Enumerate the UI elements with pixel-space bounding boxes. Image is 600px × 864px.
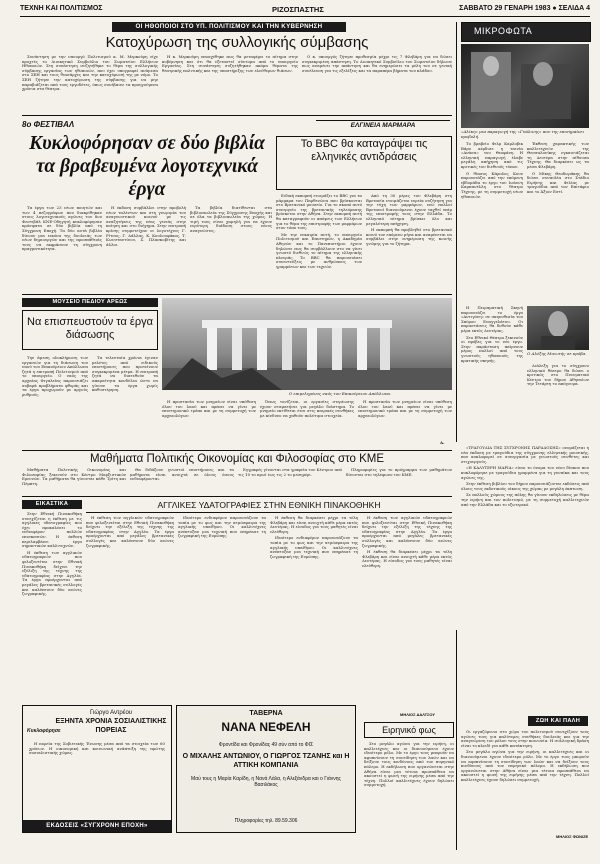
festival-paragraph-b: Η έκδοση συμβάλλει στην προβολή νέων ταλέντων και στη γνωριμία του αναγνωστικού κοινού με τις αναζητήσεις της νέας γενιάς στην ποίηση και στο διήγημα. Στην επιτροπή κρίσης συμμετείχαν οι λογοτέχνες Γ. Ρίτσος, Γ. Δάλλας, Κ. Κουλουφάκος, Τ. Κωνσταντίνου, Σ. Πλασκοβίτης και άλλοι.: [106, 206, 186, 247]
taverna-label: ΤΑΒΕΡΝΑ: [249, 710, 283, 717]
actors-text-a: [22, 55, 158, 112]
actors-paragraph-a: Συνάντηση με την υπουργό Πολιτισμού κ. Μ. Μερκούρη είχε προχτές το Διοικητικό Συμβούλιο του Σωματείου Ελλήνων Ηθοποιών. Στη συνάντηση συζητήθηκε το θέμα της συλλογικής σύμβασης εργασίας των ηθοποιών, που έχει υπογραφεί ανάμεσα στο ΣΕΗ και τους θιασάρχες και την κατοχύρωσή της με νόμο. Το ΣΕΗ ζήτησε την κατοχύρωση της σύμβασης για να μην παραβιάζεται από τους εργοδότες, όπως συνέβαινε τα προηγούμενα χρόνια στα θέατρα.: [22, 55, 158, 92]
book-ad-title: ΕΞΗΝΤΑ ΧΡΟΝΙΑ ΣΟΣΙΑΛΙΣΤΙΚΗΣ ΠΟΡΕΙΑΣ: [55, 718, 167, 734]
kme-text-d: [346, 468, 452, 494]
gallery-text-c: [270, 516, 358, 686]
actors-paragraph-c: Ο κ. υπουργός ζήτησε προθεσμία μέχρι τις 7 Φλεβάρη για να δώσει συγκεκριμένη απάντηση. Το Διοικητικό Συμβούλιο του Σωματείου δήλωσε πως αναμένει την απάντηση και θα ενημερώσει τα μέλη του σε γενική συνέλευση για τις εξελίξεις και τα παραπέρα βήματα του κλάδου.: [302, 55, 452, 73]
museum-paragraph-b: Τα τελευταία χρόνια έγιναν μελέτες από ειδικούς επιστήμονες που προτείνουν συγκεκριμένα μέτρα. Η επιτροπή ζητά να διατεθούν τα απαραίτητα κονδύλια ώστε να γίνουν τα έργα χωρίς καθυστέρηση.: [92, 356, 158, 393]
etc-text: [22, 512, 82, 702]
actors-text-b: [162, 55, 298, 112]
brochure-item: «Η ΚΑΛΥΤΕΡΗ ΜΑΡΙΑ» είναι το όνομα του νέου δίσκου που κυκλοφόρησε με τραγούδια γραμμένα για τη γυναίκα και τους αγώνες της.: [461, 465, 589, 480]
museum-paragraph-d: Όπως τονίζεται, οι εργασίες στερέωσης έχουν σταματήσει για μεγάλο διάστημα. Το μνημείο εκτίθεται έτσι στις καιρικές συνθήκες με κίνδυνο να χαθούν πολύτιμα στοιχεία.: [260, 400, 354, 418]
kme-paragraph-d: Πληροφορίες για το πρόγραμμα των μαθημάτων δίνονται στο τηλέφωνο του ΚΜΕ.: [346, 468, 452, 477]
museum-text-b: [92, 356, 158, 446]
marbles-paragraph-b: Με την ευκαιρία αυτή, το υπουργείο Πολιτισμού και Επιστημών, η Ακαδημία Αθηνών και το Πανεπιστήμιο έχουν δηλώσει πως θα συμβάλλουν στο να γίνει γνωστό διεθνώς το αίτημα της ελληνικής πλευράς. Το BBC θα παρουσιάσει συνεντεύξεις με ανθρώπους των γραμμάτων και των τεχνών.: [276, 231, 362, 269]
gallery-text-d: [362, 516, 452, 706]
news-item: Ο θίασος Κάρολος Κουν παρουσιάζει από την επόμενη εβδομάδα το έργο του Ιωάννη Καμπανέλλη στο θέατρο Τέχνης, με τη συμμετοχή νέων ηθοποιών.: [461, 170, 523, 199]
kme-headline: Μαθήματα Πολιτικής Οικονομίας και Φιλοσοφίας στο ΚΜΕ: [89, 453, 385, 465]
peace-text: [364, 742, 454, 836]
zoi-banner: ΖΩΗ ΚΑΙ ΠΑΛΗ: [528, 716, 588, 726]
column-divider: [456, 630, 457, 850]
zoi-paragraph-2: Στο μεγάλο αγώνα για την ειρήνη, οι καλλιτέχνες και οι διανοούμενοι έχουν ιδιαίτερο ρόλο. Με το έργο τους μπορούν να αφυπνίσουν τη συνείδηση των λαών και να δείξουν τους κινδύνους από τον πυρηνικό πόλεμο. Η εκδήλωση που οργανώνεται στην Αθήνα είναι μια τέτοια προσπάθεια να ακουστεί η φωνή της ειρήνης μέσα από την τέχνη. Πολλοί καλλιτέχνες έχουν δηλώσει συμμετοχή.: [461, 749, 589, 782]
kme-text-b: [130, 468, 234, 494]
film-still-photo: [461, 44, 589, 128]
news-item: Το βραβείο Φιλμ Καρλοβικ Βάρυ κέρδισε η ταινία «Ανάσα» του Θεοφάνη. Η ελληνική παραγωγή έλαβε μεγάλη απήχηση από τις κριτικές του διεθνούς τύπου.: [461, 142, 523, 169]
temple-image: [162, 298, 452, 390]
book-ad-text: [29, 742, 165, 812]
museum-signature: Α.: [440, 440, 445, 445]
book-ad-publisher: ΕΚΔΟΣΕΙΣ «ΣΥΓΧΡΟΝΗ ΕΠΟΧΗ»: [23, 820, 171, 832]
festival-text-c: [190, 206, 272, 288]
news-item: Έκθεση χαρακτικής των καλλιτεχνών της Θεσσαλονίκης εγκαινιάζεται τη Δευτέρα στην αίθουσα Τέχνης. Θα διαρκέσει ως τα μέσα Φλεβάρη.: [527, 142, 589, 169]
portrait-image: [527, 306, 589, 350]
book-ad-author: Γιώργο Αντρέου: [89, 710, 133, 716]
book-ad-label: Κυκλοφόρησε: [27, 728, 61, 734]
marbles-paragraph-c: Από τη 30 μέρες του Φλεβάρη στη Βρετανία ετοιμάζεται ευρεία συζήτηση για την τύχη των μαρμάρων, ενώ πολλοί Βρετανοί διανοούμενοι έχουν ταχθεί υπέρ της επιστροφής τους στην Ελλάδα. Το ελληνικό αίτημα βρίσκει όλο και μεγαλύτερη απήχηση.: [366, 194, 452, 226]
news-item: Ο Μίκης Θεοδωράκης θα δώσει συναυλία στο Στάδιο Ειρήνης και Φιλίας με τραγούδια από τον Επιτάφιο και το Άξιον Εστί.: [527, 170, 589, 194]
etc-paragraph: Στην Εθνική Πινακοθήκη συνεχίζεται η έκθεση με τις αγγλικές υδατογραφίες που έχει προκαλέσει το ενδιαφέρον πολλών επισκεπτών. Η έκθεση περιλαμβάνει έργα σημαντικών καλλιτεχνών.: [22, 512, 82, 549]
gallery-signature: ΜΗΛΙΟΣ ΔΑΛΤΣΟΥ: [400, 712, 436, 717]
peace-paragraph: Στο μεγάλο αγώνα για την ειρήνη, οι καλλιτέχνες και οι διανοούμενοι έχουν ιδιαίτερο ρόλο. Με το έργο τους μπορούν να αφυπνίσουν τη συνείδηση των λαών και να δείξουν τους κινδύνους από τον πυρηνικό πόλεμο. Η εκδήλωση που οργανώνεται στην Αθήνα είναι μια τέτοια προσπάθεια να ακουστεί η φωνή της ειρήνης μέσα από την τέχνη. Πολλοί καλλιτέχνες έχουν δηλώσει συμμετοχή.: [364, 742, 454, 788]
etc-banner: ΕΙΚΑΣΤΙΚΑ: [22, 500, 82, 509]
zoi-signature: ΜΗΛΙΟΣ ΦΩΝΙΖΕ: [556, 834, 589, 839]
brochures-text: [461, 446, 589, 626]
kme-paragraph-b: Θα διδάξουν γνωστοί επιστήμονες και τα μαθήματα είναι ανοιχτά σε όλους όσους ενδιαφέρονται.: [130, 468, 234, 482]
right-text-a: [461, 142, 523, 302]
book-ad: [22, 705, 172, 833]
zoi-text: [461, 730, 589, 830]
taverna-line2: Ο ΜΙΧΑΛΗΣ ΑΝΤΩΝΙΟΥ, Ο ΓΙΩΡΓΟΣ ΤΖΑΝΗΣ και Η ΑΤΤΙΚΗ ΚΟΜΠΑΝΙΑ: [182, 753, 350, 769]
column-divider: [456, 22, 457, 442]
gallery-text-b: [178, 516, 266, 628]
mikrofota-title: ΜΙΚΡΟΦΩΤΑ: [474, 26, 533, 36]
museum-text-e: [358, 400, 452, 446]
festival-text-b: [106, 206, 186, 288]
kme-text-c: [238, 468, 342, 494]
section-name: ΤΕΧΝΗ ΚΑΙ ΠΟΛΙΤΙΣΜΟΣ: [20, 5, 103, 12]
brochure-item: «ΤΡΑΓΟΥΔΙΑ ΤΗΣ ΣΥΓΧΡΟΝΗΣ ΠΑΡΑΔΟΣΗΣ» ονομάζεται η νέα έκδοση με τραγούδια της σύγχρονης ελληνικής μουσικής, που κυκλοφορεί σε συνεργασία με γνωστούς συνθέτες και στιχουργούς.: [461, 446, 589, 464]
divider: [22, 294, 452, 295]
museum-paragraph-a: Την άμεση ολοκλήρωση των εργασιών για τη διάσωση του ναού του Επικούρειου Απόλλωνα ζητά η επιτροπή Πολιτισμού από το υπουργείο. Ο ναός της αρχαίας Φιγαλείας παρουσιάζει σοβαρά προβλήματα φθοράς και τα έργα προχωρούν με αργούς ρυθμούς.: [22, 356, 88, 397]
museum-text-c: [162, 400, 256, 446]
taverna-line4: Πληροφορίες τηλ. 89.59.306: [234, 818, 298, 824]
zoi-paragraph: Οι εργαζόμενοι στο χώρο του πολιτισμού συνεχίζουν τους αγώνες τους για καλύτερες συνθήκες δουλειάς και για την αναγνώριση του ρόλου τους στην κοινωνία. Η συλλογική δράση είναι το κλειδί για κάθε κατάκτηση.: [461, 730, 589, 748]
brochure-item: Στην έκθεση βιβλίου του δήμου παρουσιάζονται εκδόσεις από όλους τους εκδοτικούς οίκους της χώρας με μεγάλη έκπτωση.: [461, 481, 589, 491]
film-still-caption: «Αλίκη» μια παραγωγή της «Γυάλινης» που της επισημαίνει προβολή.: [461, 129, 585, 139]
temple-caption: Ο επιμελημένος ναός του Επικούρειου Απόλλωνα.: [288, 391, 392, 396]
museum-headline-box: [22, 310, 158, 350]
gallery-paragraph-c: Η έκθεση θα διαρκέσει μέχρι τα τέλη Φλεβάρη και είναι ανοιχτή κάθε μέρα εκτός Δευτέρας. Η είσοδος για τους μαθητές είναι ελεύθερη.: [270, 516, 358, 534]
right-text-d: [527, 364, 589, 442]
kme-text-a: [22, 468, 126, 494]
museum-text-d: [260, 400, 354, 446]
gallery-paragraph-f: Η έκθεση θα διαρκέσει μέχρι τα τέλη Φλεβάρη και είναι ανοιχτή κάθε μέρα εκτός Δευτέρας. Η είσοδος για τους μαθητές είναι ελεύθερη.: [362, 549, 452, 568]
kme-paragraph-a: Μαθήματα Πολιτικής Οικονομίας και Φιλοσοφίας ξεκινούν στο Κέντρο Μαρξιστικών Ερευνών. Τα μαθήματα θα γίνονται κάθε Τρίτη και Πέμπτη.: [22, 468, 126, 486]
divider: [22, 450, 452, 451]
gallery-headline: ΑΓΓΛΙΚΕΣ ΥΔΑΤΟΓΡΑΦΙΕΣ ΣΤΗΝ ΕΘΝΙΚΗ ΠΙΝΑΚΟΘΗΚΗ: [86, 500, 452, 513]
date-page: ΣΑΒΒΑΤΟ 29 ΓΕΝΑΡΗ 1983 ● ΣΕΛΙΔΑ 4: [459, 5, 590, 12]
actors-paragraph-b: Η κ. Μερκούρη υποσχέθηκε πως θα μεταφέρει το αίτημα στην κυβέρνηση και ότι θα εξεταστεί σύντομα από το υπουργείο Εργασίας. Στη συνάντηση συζητήθηκαν ακόμα θέματα της θεατρικής πολιτικής και της υποστήριξης των ελεύθερων θιάσων.: [162, 55, 298, 73]
gallery-paragraph-b: Ιδιαίτερο ενδιαφέρον παρουσιάζουν τα τοπία με το φως και την ατμόσφαιρα της αγγλικής υπαίθρου. Οι καλλιτέχνες ανέπτυξαν μια τεχνική που επηρέασε τη ζωγραφική της Ευρώπης.: [178, 516, 266, 539]
gallery-text-a: [86, 516, 174, 628]
gallery-paragraph-a: Η έκθεση των αγγλικών υδατογραφιών που φιλοξενείται στην Εθνική Πινακοθήκη δείχνει την εξέλιξη της τέχνης της υδατογραφίας στην Αγγλία. Τα έργα προέρχονται από μεγάλες βρετανικές συλλογές και καλύπτουν δύο αιώνες ζωγραφικής.: [86, 516, 174, 548]
taverna-ad: [176, 705, 356, 833]
museum-paragraph-c: Η προστασία των μνημείων είναι υπόθεση όλου του λαού και πρέπει να γίνει με επιστημονικό τρόπο και με τη συμμετοχή των αρχαιολόγων.: [162, 400, 256, 418]
divider: [22, 115, 452, 116]
festival-kicker: 8ο ΦΕΣΤΙΒΑΛ: [22, 120, 75, 129]
film-still-image: [461, 44, 589, 128]
actors-text-c: [302, 55, 452, 112]
mikrofota-box: [461, 22, 591, 42]
museum-headline: Να επισπευστούν τα έργα διάσωσης: [27, 316, 153, 341]
gallery-paragraph-d: Ιδιαίτερο ενδιαφέρον παρουσιάζουν τα τοπία με το φως και την ατμόσφαιρα της αγγλικής υπαίθρου. Οι καλλιτέχνες ανέπτυξαν μια τεχνική που επηρέασε τη ζωγραφική της Ευρώπης.: [270, 535, 358, 559]
paper-name: ΡΙΖΟΣΠΑΣΤΗΣ: [272, 5, 324, 14]
temple-photo: [162, 298, 452, 390]
festival-text-a: [22, 206, 102, 288]
marbles-kicker: ΕΛΓΙΝΕΙΑ ΜΑΡΜΑΡΑ: [316, 120, 450, 129]
right-text-c: [461, 306, 523, 442]
news-item: Στο Εθνικό Θέατρο ξεκινούν οι πρόβες για το νέο έργο. Στην παράσταση παίρνουν μέρος πολλοί από τους γνωστούς ηθοποιούς της κρατικής σκηνής.: [461, 334, 523, 363]
portrait-photo: [527, 306, 589, 350]
actors-banner: ΟΙ ΗΘΟΠΟΙΟΙ ΣΤΟ ΥΠ. ΠΟΛΙΤΙΣΜΟΥ ΚΑΙ ΤΗΝ ΚΥΒΕΡΝΗΣΗ: [112, 22, 346, 32]
museum-banner: ΜΟΥΣΕΙΟ ΠΕΔΙΟΥ ΑΡΕΩΣ: [22, 298, 158, 307]
marbles-headline: Το BBC θα καταγράψει τις ελληνικές αντιδράσεις: [300, 138, 428, 163]
actors-headline: Κατοχύρωση της συλλογικής σύμβασης: [105, 34, 369, 51]
kme-paragraph-c: Εγγραφές γίνονται στα γραφεία του Κέντρου από τις 10 το πρωί έως τις 2 το μεσημέρι.: [238, 468, 342, 477]
peace-title-box: [364, 722, 454, 738]
brochure-side: Σε πολλούς χώρους της πόλης θα γίνουν εκδηλώσεις με θέμα την ειρήνη και τον πολιτισμό, με τη συμμετοχή καλλιτεχνών από την Ελλάδα και το εξωτερικό.: [461, 492, 589, 507]
marbles-text-a: [276, 194, 362, 292]
taverna-name: ΝΑΝΑ ΝΕΦΕΛΗ: [221, 720, 311, 734]
museum-text-a: [22, 356, 88, 446]
divider: [22, 496, 452, 497]
taverna-line3: Μαύ τους η Μαρία Καρίδη, η Νανά Λάλα, η Αλεξάνδρα και ο Γιάννης Βασιλάκος: [191, 776, 341, 788]
festival-headline: Κυκλοφόρησαν σε δύο βιβλία τα βραβευμένα λογοτεχνικά έργα: [29, 133, 265, 200]
marbles-paragraph-a: Ειδική εκπομπή ετοιμάζει το BBC για τα μάρμαρα του Παρθενώνα που βρίσκονται στο Βρετανικό μουσείο. Για το σκοπό αυτό συνεργείο της βρετανικής τηλεόρασης βρίσκεται στην Αθήνα. Στην εκπομπή αυτή θα καταγραφούν οι απόψεις των Ελλήνων για το θέμα της επιστροφής των μαρμάρων στον τόπο τους.: [276, 194, 362, 231]
peace-title: Ειρηνικό φως: [382, 725, 436, 735]
news-item: Διάλεξη για το σύγχρονο ελληνικό θέατρο θα δώσει ο κριτικός στο Πνευματικό Κέντρο του δήμου Αθηναίων την Τετάρτη το απόγευμα.: [527, 364, 589, 387]
festival-paragraph-c: Τα βιβλία διατίθενται στα βιβλιοπωλεία της Σύγχρονης Εποχής και σε όλα τα βιβλιοπωλεία της χώρας. Η τιμή τους είναι χαμηλή για να έχουν ευρύτερη διάδοση στους νέους αναγνώστες.: [190, 206, 272, 233]
right-text-b: [527, 142, 589, 302]
marbles-text-c: [366, 194, 452, 292]
museum-paragraph-e: Η προστασία των μνημείων είναι υπόθεση όλου του λαού και πρέπει να γίνει με επιστημονικό τρόπο και με τη συμμετοχή των αρχαιολόγων.: [358, 400, 452, 418]
marbles-headline-box: [276, 136, 452, 190]
news-item: Η Πειραματική Σκηνή παρουσιάζει το έργο «Αντιγόνη» σε σκηνοθεσία του Σπύρου Ευαγγελάτου. Οι παραστάσεις θα δοθούν κάθε μέρα εκτός Δευτέρας.: [461, 306, 523, 333]
marbles-paragraph-d: Η εκπομπή θα προβληθεί στο βρετανικό κοινό τον επόμενο μήνα και αναμένεται να συμβάλει στην ενημέρωση της κοινής γνώμης για το ζήτημα.: [366, 227, 452, 246]
taverna-line1: Φροντίδα και Φρονίδας 49 σύν από το ΦΙΣ: [218, 742, 314, 748]
gallery-paragraph-e: Η έκθεση των αγγλικών υδατογραφιών που φιλοξενείται στην Εθνική Πινακοθήκη δείχνει την εξέλιξη της τέχνης της υδατογραφίας στην Αγγλία. Τα έργα προέρχονται από μεγάλες βρετανικές συλλογές και καλύπτουν δύο αιώνες ζωγραφικής.: [362, 516, 452, 548]
page-header: [20, 4, 590, 17]
portrait-caption: Ο Αλέξης Μινωτής σε πρόβα.: [527, 351, 587, 356]
book-ad-paragraph: Η πορεία της Σοβιετικής Ένωσης μέσα από τα στοιχεία των 60 χρόνων. Η οικονομική και κοινωνική ανάπτυξη της πρώτης σοσιαλιστικής χώρας.: [29, 742, 165, 756]
festival-paragraph-a: Τα έργα των 23 νέων ποιητών και των 4 πεζογράφων που διακρίθηκαν στους λογοτεχνικούς αγώνες του 8ου Φεστιβάλ ΚΝΕ-Οδηγητή κυκλοφόρησαν πρόσφατα σε δύο βιβλία από τη Σύγχρονη Εποχή. Τα δύο αυτά βιβλία δίνουν μια εικόνα της δουλειάς των νέων δημιουργών και της προσπάθειάς τους να εκφράσουν τη σύγχρονη πραγματικότητα.: [22, 206, 102, 252]
etc-paragraph-2: Η έκθεση των αγγλικών υδατογραφιών που φιλοξενείται στην Εθνική Πινακοθήκη δείχνει την εξέλιξη της τέχνης της υδατογραφίας στην Αγγλία. Τα έργα προέρχονται από μεγάλες βρετανικές συλλογές και καλύπτουν δύο αιώνες ζωγραφικής.: [22, 549, 82, 597]
